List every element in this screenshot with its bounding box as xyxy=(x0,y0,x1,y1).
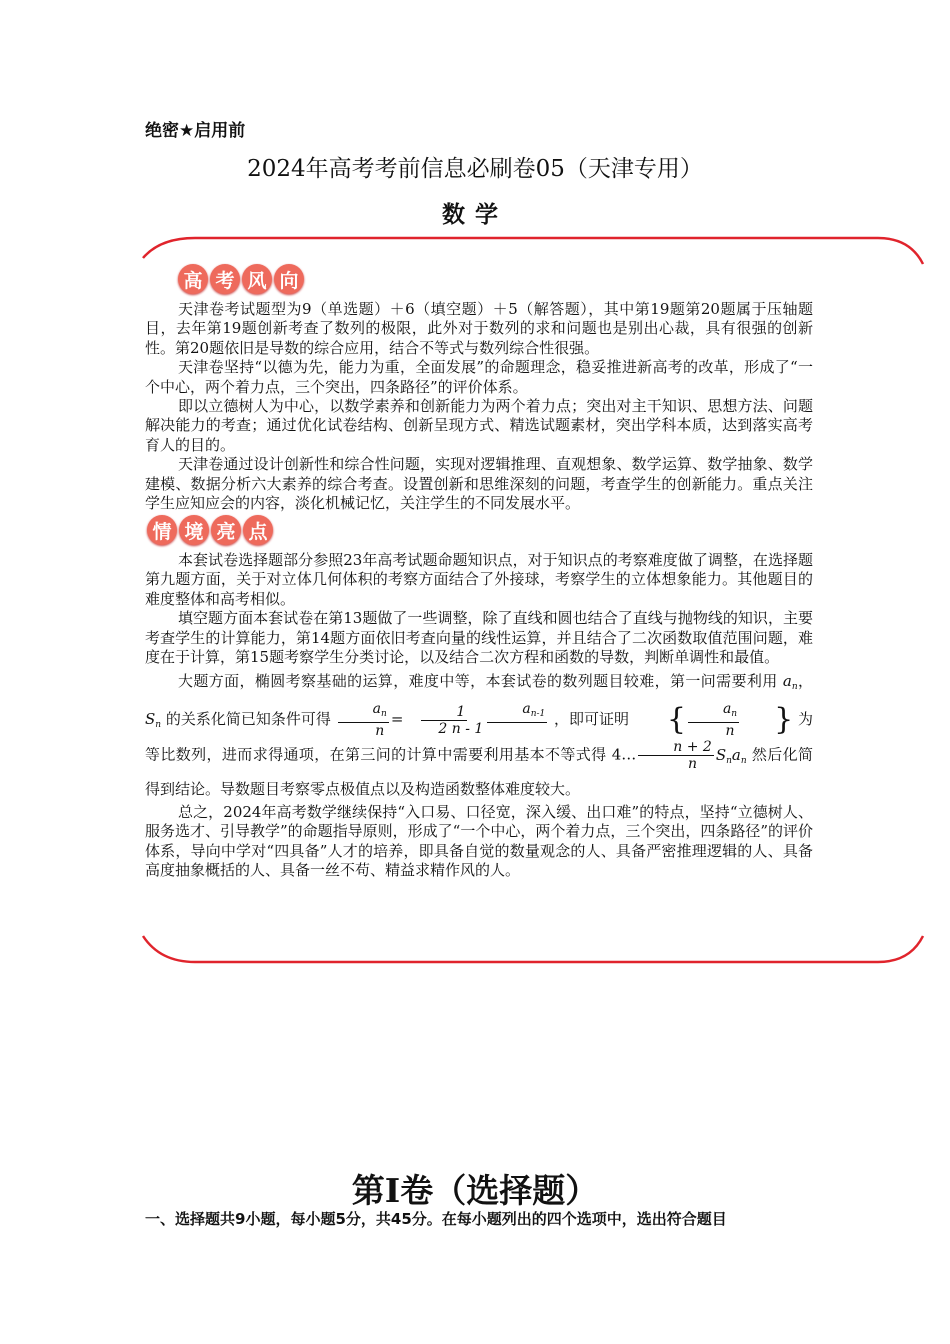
sym: a xyxy=(522,701,531,718)
math-frac-an1-num xyxy=(487,701,547,739)
section-exam-trend xyxy=(145,300,813,513)
text: 然后化简得到结论。导数题目考察零点极值点以及构造函数整体难度较大。 xyxy=(145,745,813,798)
sym: a xyxy=(782,672,792,691)
badge-char: 情 xyxy=(147,515,177,545)
paragraph: 本套试卷选择题部分参照23年高考试题命题知识点，对于知识点的考察难度做了调整，在选择题第九题方面，关于对立体几何体积的考察方面结合了外接球，考察学生的立体想象能力。其他题目的难度整体和高考相似。 xyxy=(145,551,813,608)
sym: n xyxy=(688,756,698,773)
math-frac-n2-n xyxy=(638,739,714,772)
sym: a xyxy=(731,745,741,764)
sym: 2 n - 1 xyxy=(438,720,484,737)
math-sn-an xyxy=(716,746,747,764)
sym: S xyxy=(715,745,727,764)
paragraph: 填空题方面本套试卷在第13题做了一些调整，除了直线和圆也结合了直线与抛物线的知识，主要考查学生的计算能力，第14题方面依旧考查向量的线性运算，并且结合了二次函数取值范围问题，难度在于计算，第15题考察学生分类讨论，以及结合二次方程和函数的导数，判断单调性和最值。 xyxy=(145,609,813,667)
text: 的关系化简已知条件可得 xyxy=(165,710,331,729)
sym: 1 xyxy=(421,704,467,721)
sym: = xyxy=(390,710,404,729)
math-set-an-n: { $\frac{a_n}{n}$ } xyxy=(666,701,794,740)
math-an xyxy=(782,672,798,693)
sym: a xyxy=(372,701,382,718)
sym: 4… xyxy=(611,745,637,764)
text: ， xyxy=(797,672,813,691)
text: ，即可证明 xyxy=(554,710,630,729)
paragraph: 天津卷考试题型为9（单选题）＋6（填空题）＋5（解答题），其中第19题第20题属于压轴题目，去年第19题创新考查了数列的极限，此外对于数列的求和问题也是别出心裁，具有很强的创新性。第20题依旧是导数的综合应用，结合不等式与数列综合性很强。 xyxy=(145,300,813,357)
section-highlights xyxy=(145,551,813,881)
math-frac-half xyxy=(405,704,483,737)
sym: n xyxy=(155,720,162,731)
badge-highlights xyxy=(147,515,275,545)
sym: n-1 xyxy=(530,709,546,720)
badge-exam-trend xyxy=(178,264,306,294)
math-sn xyxy=(145,710,162,731)
badge-char: 考 xyxy=(210,264,240,294)
sym: n xyxy=(375,723,385,740)
part-title: 第Ⅰ卷（选择题） xyxy=(351,1171,599,1210)
sym: n xyxy=(725,723,735,740)
badge-char: 亮 xyxy=(211,515,241,545)
paragraph: 总之，2024年高考数学继续保持“入口易、口径宽，深入缓、出口难”的特点，坚持“立德树人、服务选才、引导教学”的命题指导原则，形成了“一个中心，两个着力点，三个突出，四条路径”的评价体系，导向中学对“四具备”人才的培养，即具备自觉的数量观念的人、具备严密推理逻辑的人、具备高度抽象概括的人、具备一丝不苟、精益求精作风的人。 xyxy=(145,802,814,880)
confidential-label: 绝密★启用前 xyxy=(145,121,246,141)
sym: n xyxy=(381,709,387,720)
part-instruction: 一、选择题共9小题，每小题5分，共45分。在每小题列出的四个选项中，选出符合题目 xyxy=(145,1210,727,1228)
badge-char: 向 xyxy=(274,264,304,294)
sym: a xyxy=(722,701,732,718)
paragraph: 天津卷坚持“以德为先，能力为重，全面发展”的命题理念，稳妥推进新高考的改革，形成了“一个中心，两个着力点，三个突出，四条路径”的评价体系。 xyxy=(145,358,813,396)
subject-title: 数学 xyxy=(442,201,508,228)
sym: n + 2 xyxy=(638,739,714,756)
document-title: 2024年高考考前信息必刷卷05（天津专用） xyxy=(247,156,703,182)
math-frac-an-n xyxy=(338,701,389,739)
sym: S xyxy=(145,710,156,729)
sym: n xyxy=(731,709,738,720)
badge-char: 境 xyxy=(179,515,209,545)
paragraph: 即以立德树人为中心，以数学素养和创新能力为两个着力点；突出对主干知识、思想方法、问题解决能力的考查；通过优化试卷结构、创新呈现方式、精选试题素材，突出学科本质，达到落实高考育人的目的。 xyxy=(145,397,813,454)
sym: n xyxy=(740,755,747,766)
sym: n xyxy=(726,755,732,766)
badge-char: 风 xyxy=(242,264,272,294)
badge-char: 点 xyxy=(243,515,273,545)
text: 为等比数列，进而求得通项，在第三问的计算中需要利用基本不等式得 xyxy=(145,710,813,764)
paragraph: 天津卷通过设计创新性和综合性问题，实现对逻辑推理、直观想象、数学运算、数学抽象、数学建模、数据分析六大素养的综合考查。设置创新和思维深刻的问题，考查学生的创新能力。重点关注学生应知应会的内容，淡化机械记忆，关注学生的不同发展水平。 xyxy=(145,455,813,513)
badge-char: 高 xyxy=(178,264,208,294)
text: 大题方面，椭圆考察基础的运算，难度中等，本套试卷的数列题目较难，第一问需要利用 xyxy=(178,672,778,691)
paragraph-math xyxy=(145,667,813,803)
sym: n xyxy=(791,682,798,693)
